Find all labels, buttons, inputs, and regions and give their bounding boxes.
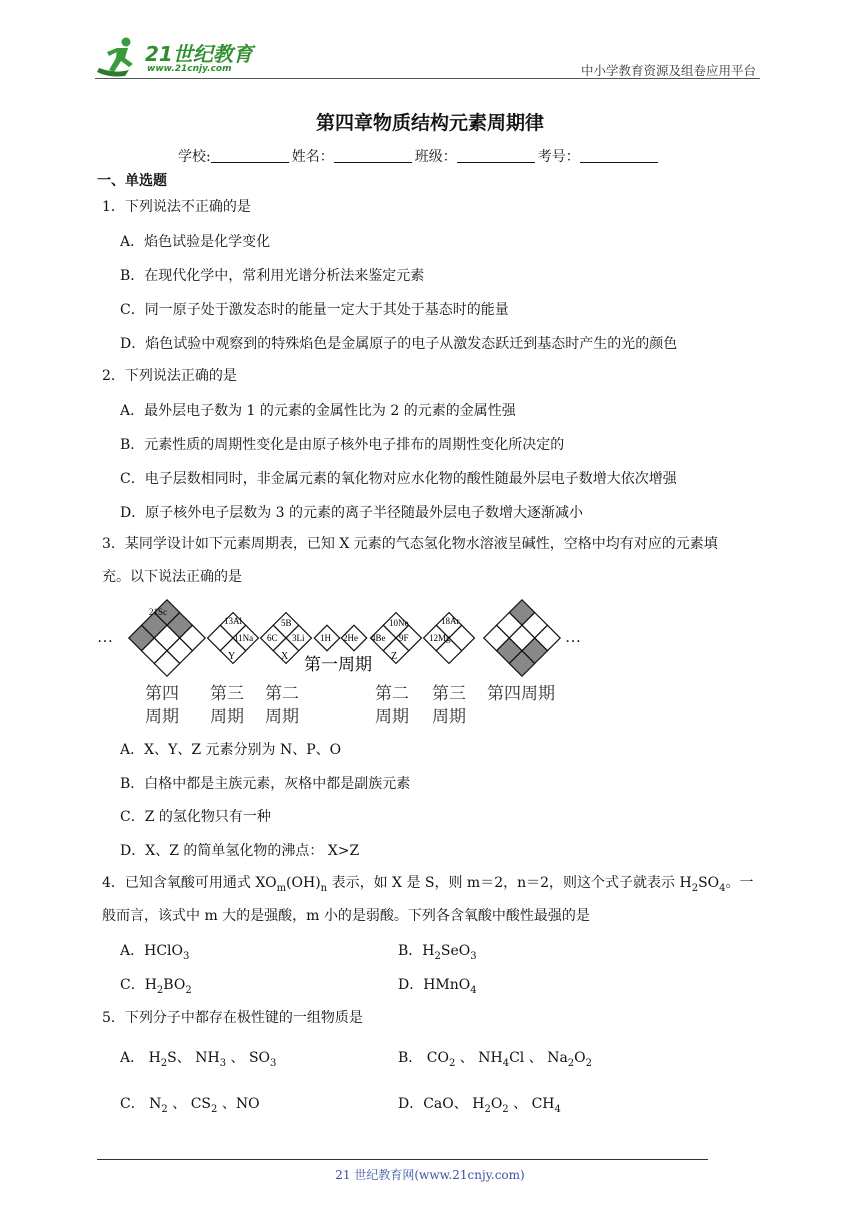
q4-option-d: D．HMnO$_4$ <box>398 977 477 996</box>
diagram-label: 周期 <box>375 707 409 726</box>
diagram-label: 第三 <box>210 684 244 703</box>
footer-divider <box>97 1159 708 1160</box>
name-blank[interactable] <box>334 148 412 163</box>
diagram-ellipsis-right: … <box>565 629 581 646</box>
section-heading: 一、单选题 <box>97 173 167 189</box>
diagram-cell-label: 4Be <box>371 633 386 643</box>
diagram-label: 周期 <box>265 707 299 726</box>
q3-option-a: A．X、Y、Z 元素分别为 N、P、O <box>120 742 342 758</box>
diagram-label: 第四 <box>145 684 179 703</box>
q5-option-c: C． $N_2$ 、 $CS_2$ 、NO <box>120 1096 260 1115</box>
q4-option-b: B．$H_2SeO_3$ <box>398 943 477 962</box>
footer-text: 21 世纪教育网(www.21cnjy.com) <box>335 1168 525 1182</box>
q3-option-c: C．Z 的氢化物只有一种 <box>120 809 271 825</box>
diagram-letter-y: Y <box>228 651 236 662</box>
diagram-cell-label: 2He <box>343 633 358 643</box>
logo-text: 21世纪教育 <box>145 42 253 66</box>
q3-stem-line1: 3．某同学设计如下元素周期表，已知 X 元素的气态氢化物水溶液呈碱性，空格中均有对应的元素填 <box>102 536 718 552</box>
diagram-cell-label: 11Na <box>234 633 254 643</box>
q3-option-d: D．X、Z 的简单氢化物的沸点： X>Z <box>120 843 360 859</box>
q5-option-b: B． $CO_2$ 、 $NH_4Cl$ 、 $Na_2O_2$ <box>398 1050 593 1069</box>
diagram-label: 第四周期 <box>487 684 555 703</box>
diagram-label: 周期 <box>432 707 466 726</box>
class-label: 班级： <box>414 149 457 165</box>
q4-stem-line1: 4．已知含氧酸可用通式 $XO_m(OH)_n$ 表示，如 X 是 S，则 m＝2，n＝2，则这个式子就表示 $H_2SO_4$。一 <box>102 875 754 894</box>
diagram-letter-z: Z <box>391 651 398 662</box>
q2-option-a: A．最外层电子数为 1 的元素的金属性比为 2 的元素的金属性强 <box>120 403 516 419</box>
header-divider <box>95 78 760 79</box>
logo <box>95 34 255 80</box>
exam-number-label: 考号： <box>537 149 580 165</box>
q1-stem: 1．下列说法不正确的是 <box>102 199 251 215</box>
logo-url: www.21cnjy.com <box>147 64 232 74</box>
q1-option-b: B．在现代化学中，常利用光谱分析法来鉴定元素 <box>120 268 425 284</box>
q2-stem: 2．下列说法正确的是 <box>102 368 237 384</box>
diagram-cell-label: 5B <box>281 618 292 628</box>
diagram-cell-label: 10Ne <box>389 618 409 628</box>
periodic-table-diagram <box>95 598 595 728</box>
exam-number-blank[interactable] <box>580 148 658 163</box>
header-platform-text: 中小学教育资源及组卷应用平台 <box>580 63 756 78</box>
q2-option-b: B．元素性质的周期性变化是由原子核外电子排布的周期性变化所决定的 <box>120 437 565 453</box>
student-info-row <box>178 146 661 166</box>
diagram-cell-label: 3Li <box>292 633 305 643</box>
q1-option-d: D．焰色试验中观察到的特殊焰色是金属原子的电子从激发态跃迁到基态时产生的光的颜色 <box>120 336 678 352</box>
diagram-cell-label: 1H <box>320 633 331 643</box>
diagram-label: 第三 <box>432 684 466 703</box>
diagram-label: 第二 <box>265 684 299 703</box>
q3-stem-line2: 充。以下说法正确的是 <box>102 569 242 585</box>
q2-option-c: C．电子层数相同时，非金属元素的氧化物对应水化物的酸性随最外层电子数增大依次增强 <box>120 471 677 487</box>
diagram-period1-label: 第一周期 <box>304 655 372 674</box>
diagram-cell-label: 9F <box>399 633 409 643</box>
diagram-label: 周期 <box>210 707 244 726</box>
q5-option-d: D．CaO、 $H_2O_2$ 、 $CH_4$ <box>398 1096 561 1115</box>
q1-option-a: A．焰色试验是化学变化 <box>120 234 271 250</box>
school-blank[interactable] <box>211 148 289 163</box>
q4-option-a: A．HClO$_3$ <box>120 943 190 962</box>
q1-option-c: C．同一原子处于激发态时的能量一定大于其处于基态时的能量 <box>120 302 509 318</box>
q2-option-d: D．原子核外电子层数为 3 的元素的离子半径随最外层电子数增大逐渐减小 <box>120 505 584 521</box>
class-blank[interactable] <box>457 148 535 163</box>
diagram-cell-label: 12Mg <box>429 633 451 643</box>
diagram-cell-label: 21Sc <box>149 607 167 617</box>
page-title: 第四章物质结构元素周期律 <box>315 112 544 134</box>
q4-option-c: C．$H_2BO_2$ <box>120 977 192 996</box>
q5-stem: 5．下列分子中都存在极性键的一组物质是 <box>102 1010 363 1026</box>
diagram-label: 周期 <box>145 707 179 726</box>
q5-option-a: A． $H_2S$、 $NH_3$ 、 $SO_3$ <box>120 1050 277 1069</box>
diagram-cell-label: 13Al <box>224 616 242 626</box>
diagram-ellipsis-left: … <box>97 629 113 646</box>
diagram-label: 第二 <box>375 684 409 703</box>
name-label: 姓名： <box>291 149 334 165</box>
diagram-cell-label: 6C <box>267 633 278 643</box>
school-label: 学校: <box>178 149 211 165</box>
q4-stem-line2: 般而言，该式中 m 大的是强酸，m 小的是弱酸。下列各含氧酸中酸性最强的是 <box>102 908 590 924</box>
diagram-cell-label: 18Ar <box>441 616 460 626</box>
q3-option-b: B．白格中都是主族元素，灰格中都是副族元素 <box>120 776 411 792</box>
diagram-letter-x: X <box>281 651 289 662</box>
